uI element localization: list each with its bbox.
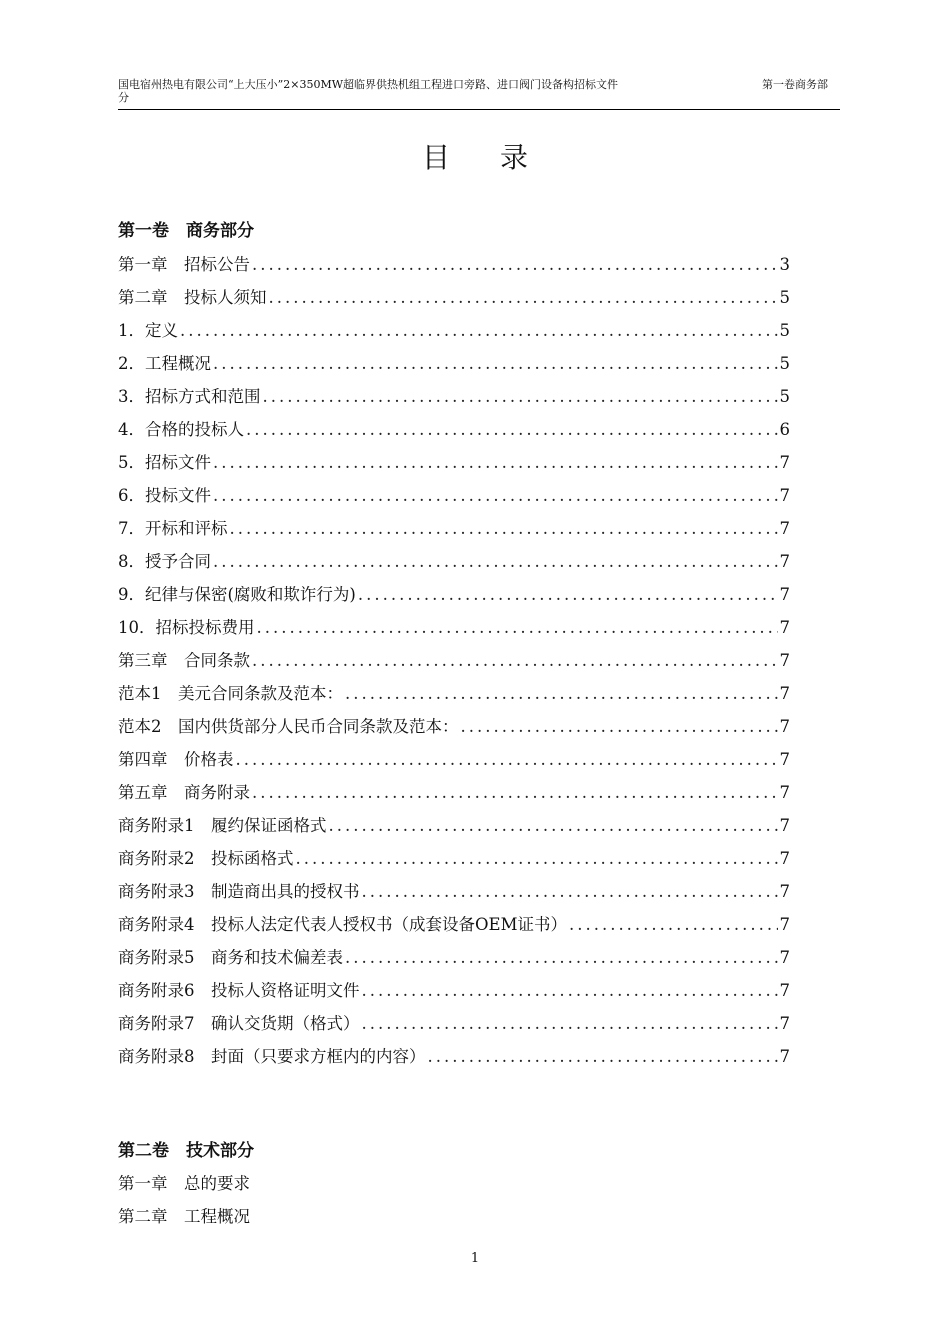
- leader-dots: [252, 782, 778, 804]
- toc-entry[interactable]: 第二章 投标人须知 ..... 5: [118, 287, 790, 309]
- leader-dots: [263, 386, 778, 408]
- volume-2-heading: 第二卷 技术部分: [118, 1141, 254, 1161]
- toc-entry[interactable]: 商务附录7 确认交货期（格式） ..... 7: [118, 1013, 790, 1035]
- toc-entry[interactable]: 商务附录1 履约保证函格式 ..... 7: [118, 815, 790, 837]
- toc-title: 目录: [421, 141, 578, 174]
- toc-entry[interactable]: 范本1 美元合同条款及范本： ..... 7: [118, 683, 790, 705]
- leader-dots: [296, 848, 778, 870]
- toc-entry[interactable]: 5．招标文件 ..... 7: [118, 452, 790, 474]
- toc-entry[interactable]: 第五章 商务附录 ..... 7: [118, 782, 790, 804]
- toc-entry[interactable]: 3．招标方式和范围 ..... 5: [118, 386, 790, 408]
- leader-dots: [461, 716, 778, 738]
- toc-entry[interactable]: 6．投标文件 ..... 7: [118, 485, 790, 507]
- header-document-title: [118, 78, 718, 104]
- leader-dots: [345, 683, 778, 705]
- toc-entry[interactable]: 9．纪律与保密(腐败和欺诈行为) ..... 7: [118, 584, 790, 606]
- leader-dots: [358, 584, 778, 606]
- toc-entry[interactable]: 第一章 总的要求: [118, 1174, 250, 1193]
- page-number: 1: [470, 1251, 480, 1266]
- leader-dots: [213, 353, 778, 375]
- leader-dots: [362, 881, 778, 903]
- leader-dots: [329, 815, 778, 837]
- toc-entry[interactable]: 第三章 合同条款 ..... 7: [118, 650, 790, 672]
- leader-dots: [252, 254, 778, 276]
- toc-entry[interactable]: 商务附录3 制造商出具的授权书 ..... 7: [118, 881, 790, 903]
- leader-dots: [252, 650, 778, 672]
- leader-dots: [362, 1013, 778, 1035]
- toc-entry[interactable]: 10．招标投标费用 ..... 7: [118, 617, 790, 639]
- leader-dots: [213, 485, 778, 507]
- header-title-line-1: 国电宿州热电有限公司“上大压小”2×350MW超临界供热机组工程进口旁路、进口阀门设备构招标文件: [118, 78, 619, 91]
- leader-dots: [180, 320, 778, 342]
- volume-1-heading: 第一卷 商务部分: [118, 221, 254, 241]
- page-header: [118, 78, 840, 110]
- leader-dots: [269, 287, 778, 309]
- toc-entry[interactable]: 2．工程概况 ..... 5: [118, 353, 790, 375]
- toc-entry[interactable]: 商务附录2 投标函格式 ..... 7: [118, 848, 790, 870]
- leader-dots: [230, 518, 778, 540]
- header-title-line-2: 分: [118, 91, 129, 104]
- toc-entry[interactable]: 第一章 招标公告 ..... 3: [118, 254, 790, 276]
- toc-entry[interactable]: 第四章 价格表 ..... 7: [118, 749, 790, 771]
- leader-dots: [236, 749, 778, 771]
- toc-entry[interactable]: 第二章 工程概况: [118, 1207, 250, 1226]
- leader-dots: [213, 551, 778, 573]
- toc-entry[interactable]: 4．合格的投标人 ..... 6: [118, 419, 790, 441]
- leader-dots: [257, 617, 778, 639]
- toc-entry[interactable]: 范本2 国内供货部分人民币合同条款及范本： ..... 7: [118, 716, 790, 738]
- leader-dots: [362, 980, 778, 1002]
- toc-entry[interactable]: 7．开标和评标 ..... 7: [118, 518, 790, 540]
- toc-entry[interactable]: 商务附录5 商务和技术偏差表 ..... 7: [118, 947, 790, 969]
- leader-dots: [246, 419, 778, 441]
- leader-dots: [569, 914, 778, 936]
- leader-dots: [345, 947, 778, 969]
- leader-dots: [428, 1046, 778, 1068]
- toc-entry[interactable]: 1．定义 ..... 5: [118, 320, 790, 342]
- header-volume-label: 第一卷商务部: [762, 78, 828, 91]
- leader-dots: [213, 452, 778, 474]
- toc-entry[interactable]: 商务附录8 封面（只要求方框内的内容） ..... 7: [118, 1046, 790, 1068]
- toc-entry[interactable]: 8．授予合同 ..... 7: [118, 551, 790, 573]
- toc-entry[interactable]: 商务附录4 投标人法定代表人授权书（成套设备OEM证书） ..... 7: [118, 914, 790, 936]
- toc-entry[interactable]: 商务附录6 投标人资格证明文件 ..... 7: [118, 980, 790, 1002]
